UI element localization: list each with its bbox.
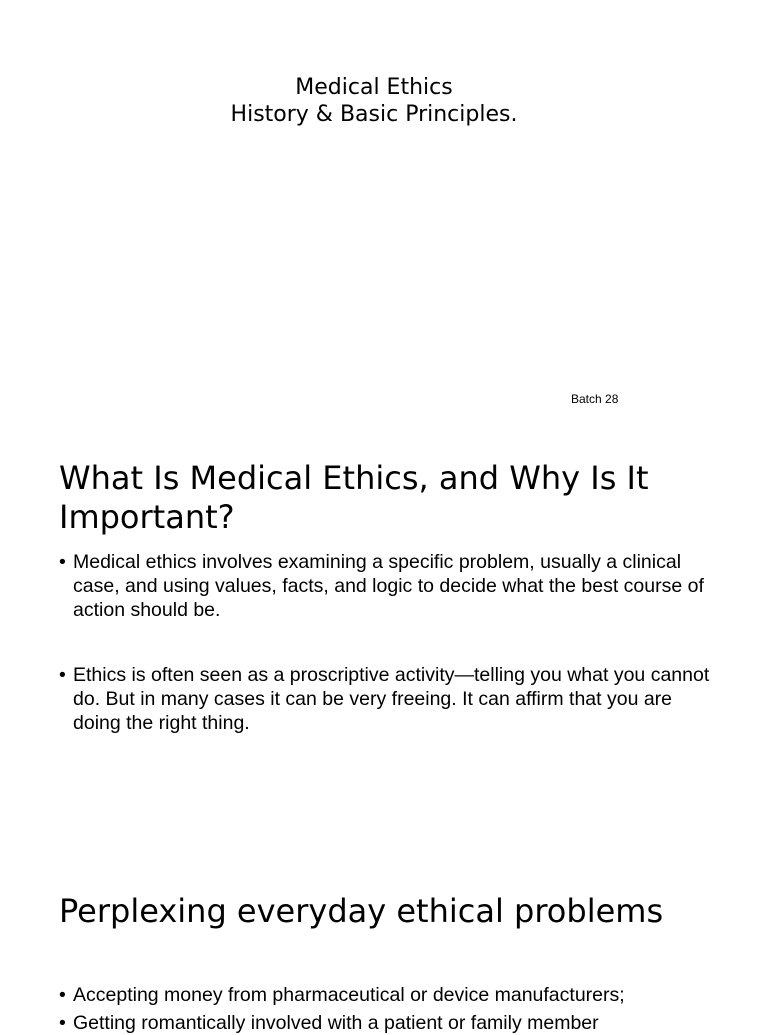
title-line-main: Medical Ethics — [295, 75, 453, 100]
bullet-item: • Getting romantically involved with a patient or family member — [59, 1011, 719, 1035]
title-line-sub: History & Basic Principles. — [230, 102, 518, 127]
slide-heading: Perplexing everyday ethical problems — [59, 892, 664, 930]
slide-heading: What Is Medical Ethics, and Why Is It Important? — [59, 459, 649, 536]
bullet-item: • Accepting money from pharmaceutical or device manufacturers; — [59, 983, 719, 1007]
batch-label: Batch 28 — [571, 392, 619, 406]
slide-perplexing-problems — [0, 864, 768, 1034]
slide-title-heading — [0, 74, 748, 128]
bullet-list — [59, 550, 719, 735]
bullet-item: • Medical ethics involves examining a specific problem, usually a clinical case, and using values, facts, and logic to decide what the best course of action should be. — [59, 550, 719, 622]
bullet-list — [59, 983, 719, 1035]
slide-title — [0, 0, 768, 432]
slide-what-is-medical-ethics — [0, 432, 768, 864]
bullet-item: • Ethics is often seen as a proscriptive activity—telling you what you cannot do. But in many cases it can be very freeing. It can affirm that you are doing the right thing. — [59, 663, 719, 735]
